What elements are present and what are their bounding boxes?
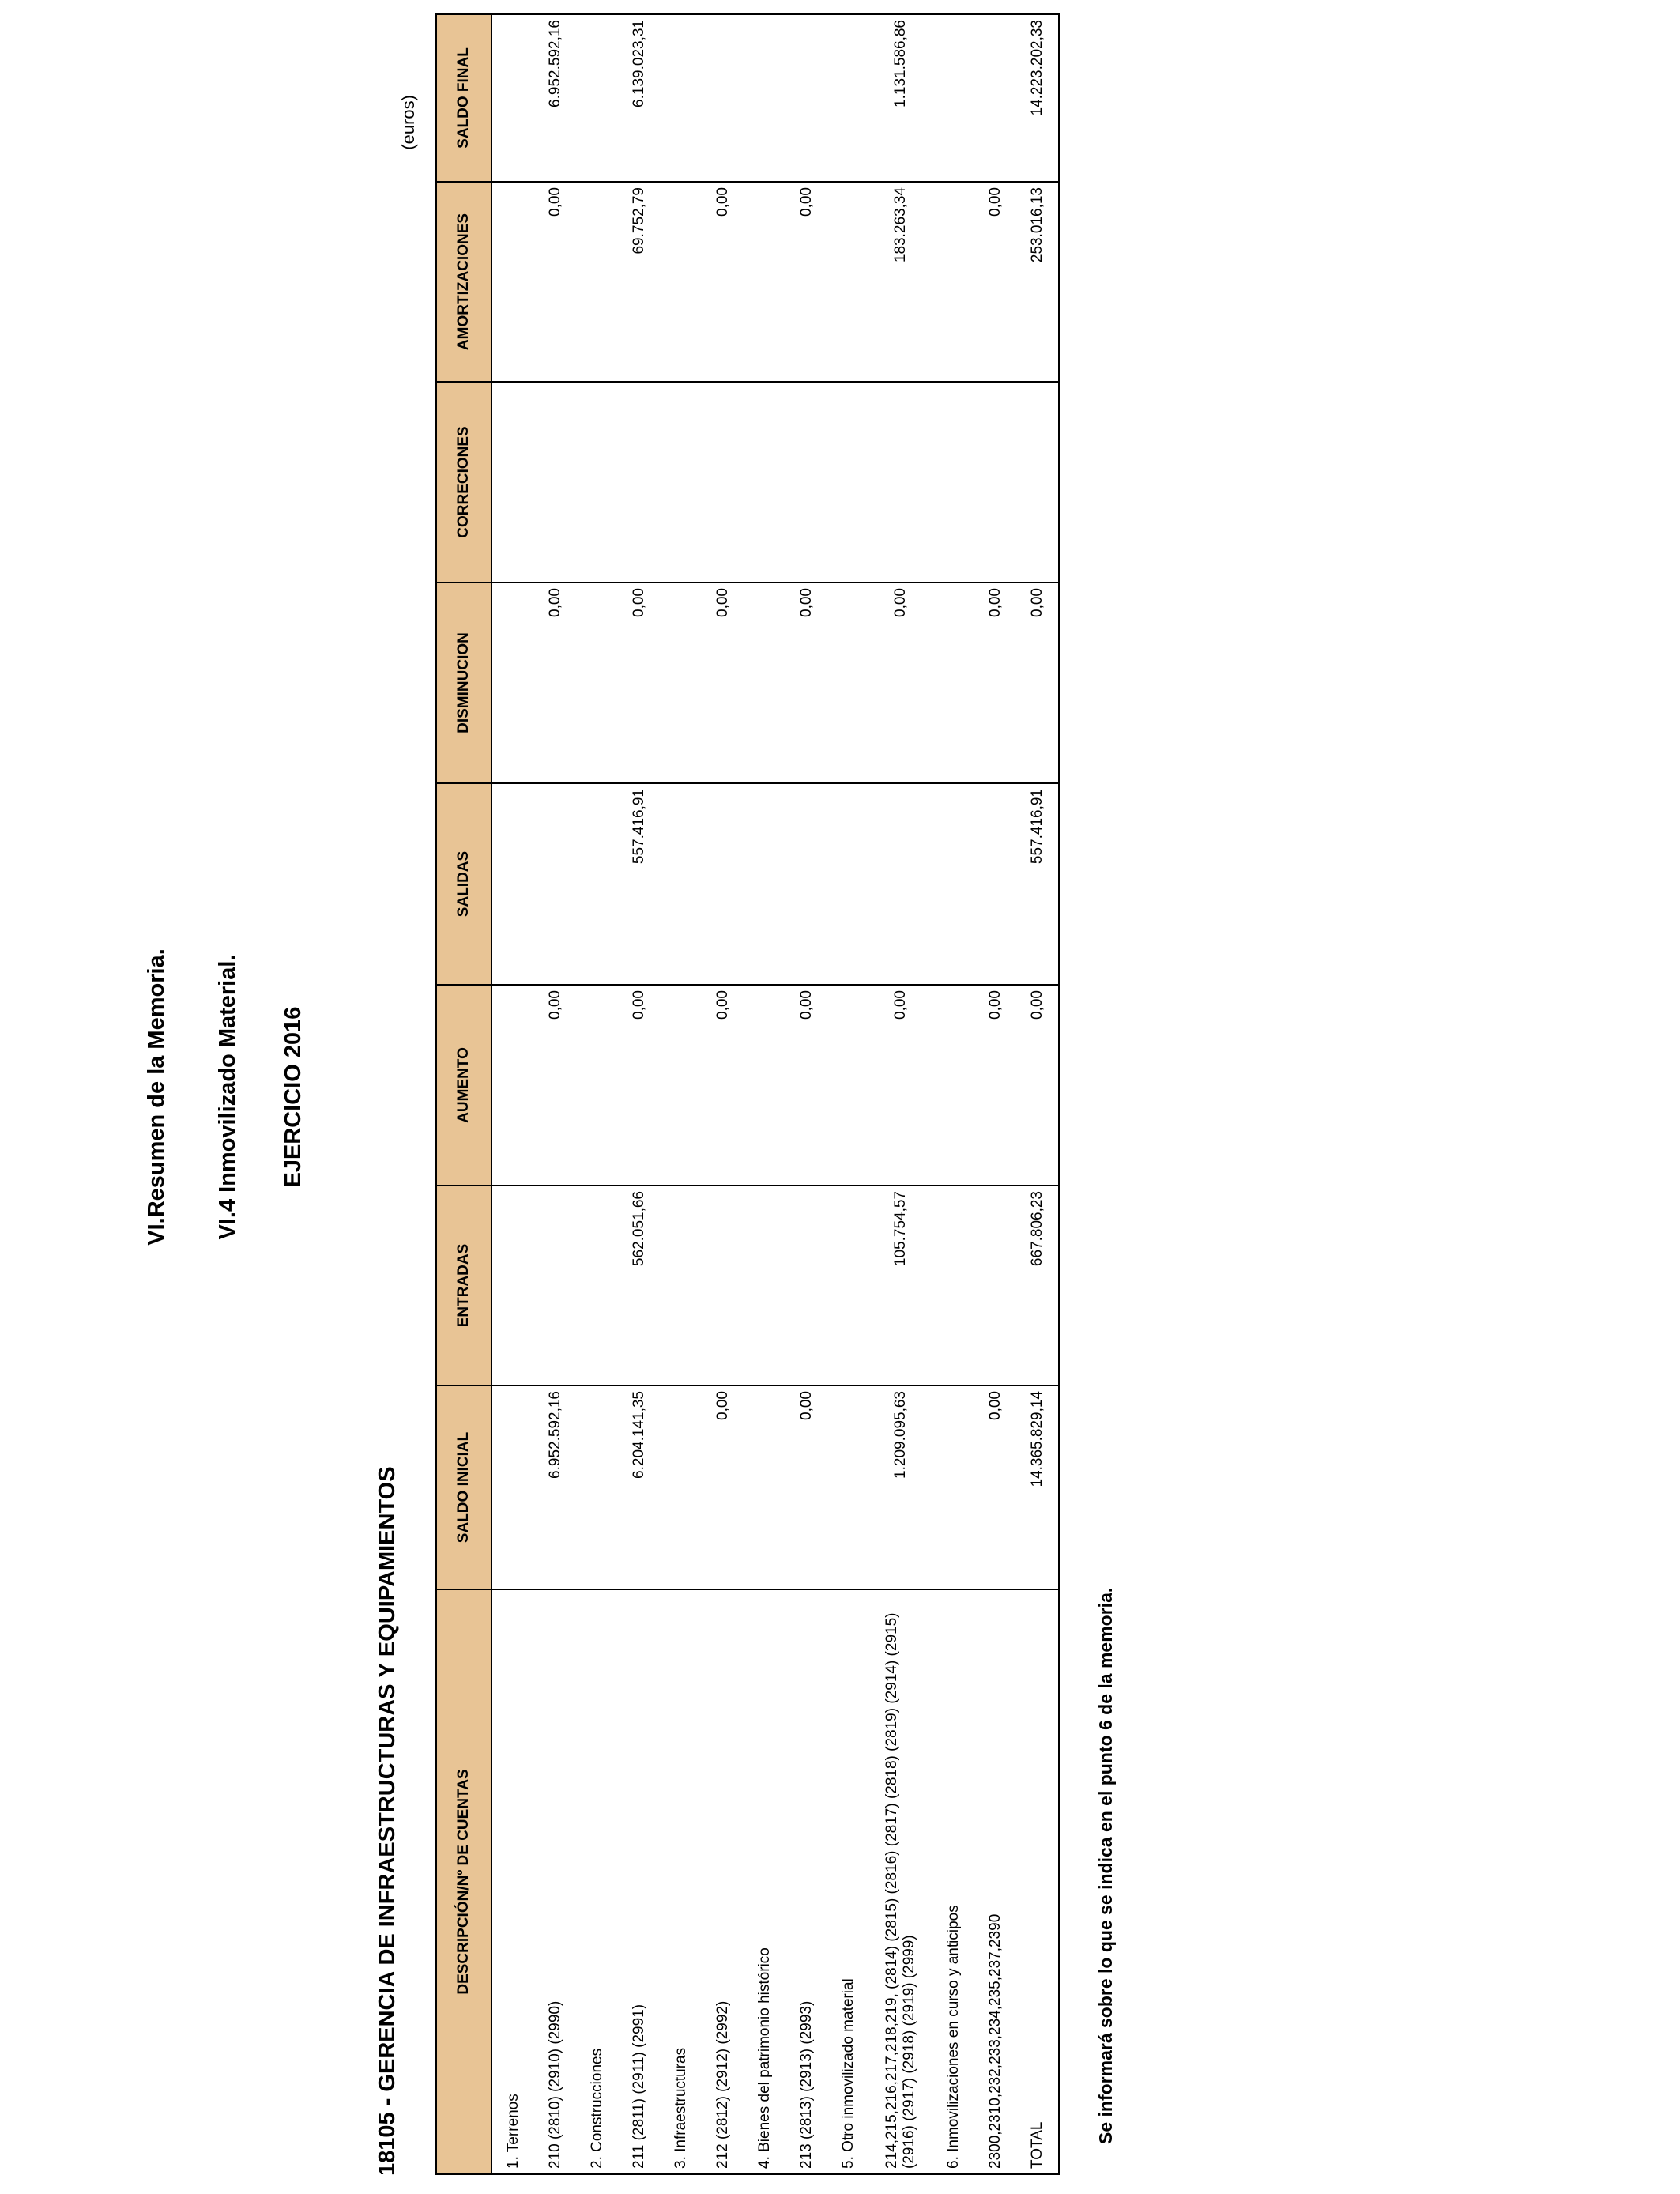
row-value — [576, 382, 618, 582]
table-row — [974, 14, 1016, 2174]
table-row — [869, 14, 932, 2174]
row-value: 0,00 — [702, 985, 744, 1186]
entity-title: 18105 - GERENCIA DE INFRAESTRUCTURAS Y EQUIPAMIENTOS — [375, 1466, 400, 2176]
row-value: 0,00 — [785, 582, 827, 783]
row-value — [576, 783, 618, 985]
row-value — [576, 14, 618, 182]
footnote: Se informará sobre lo que se indica en el punto 6 de la memoria. — [1095, 1587, 1116, 2144]
row-value — [744, 1385, 785, 1589]
row-value — [492, 382, 534, 582]
table-header-row — [436, 14, 492, 2174]
row-value: 14.365.829,14 — [1016, 1385, 1059, 1589]
row-value — [660, 985, 702, 1186]
row-value — [827, 14, 869, 182]
row-value: 0,00 — [785, 182, 827, 382]
column-header: DESCRIPCIÓN/Nº DE CUENTAS — [436, 1589, 492, 2174]
row-value: 0,00 — [785, 985, 827, 1186]
row-value: 0,00 — [974, 582, 1016, 783]
row-description: 2. Construcciones — [576, 1589, 618, 2174]
row-value — [702, 783, 744, 985]
row-value — [702, 382, 744, 582]
row-value: 667.806,23 — [1016, 1186, 1059, 1385]
row-value — [618, 382, 660, 582]
row-value — [744, 182, 785, 382]
report-title: VI.Resumen de la Memoria. — [144, 948, 169, 1246]
table-row — [576, 14, 618, 2174]
row-value — [869, 382, 932, 582]
row-value — [744, 783, 785, 985]
row-value: 0,00 — [618, 582, 660, 783]
row-value: 6.204.141,35 — [618, 1385, 660, 1589]
row-value — [744, 582, 785, 783]
row-value — [660, 182, 702, 382]
row-value — [827, 582, 869, 783]
row-value — [932, 1385, 974, 1589]
row-value — [492, 1186, 534, 1385]
column-header: AMORTIZACIONES — [436, 182, 492, 382]
row-description: 5. Otro inmovilizado material — [827, 1589, 869, 2174]
row-description: 3. Infraestructuras — [660, 1589, 702, 2174]
row-value — [744, 382, 785, 582]
row-value — [974, 1186, 1016, 1385]
table-row — [1016, 14, 1059, 2174]
column-header: CORRECIONES — [436, 382, 492, 582]
row-value — [785, 1186, 827, 1385]
row-value — [576, 1186, 618, 1385]
row-description: 1. Terrenos — [492, 1589, 534, 2174]
row-value — [744, 985, 785, 1186]
row-value — [492, 783, 534, 985]
table-row — [827, 14, 869, 2174]
fixed-assets-table — [435, 13, 1060, 2175]
row-value — [492, 182, 534, 382]
row-value: 0,00 — [618, 985, 660, 1186]
row-description: 6. Inmovilizaciones en curso y anticipos — [932, 1589, 974, 2174]
row-description: 2300,2310,232,233,234,235,237,2390 — [974, 1589, 1016, 2174]
row-value — [974, 14, 1016, 182]
row-value: 0,00 — [869, 985, 932, 1186]
row-description: 210 (2810) (2910) (2990) — [534, 1589, 576, 2174]
row-value: 0,00 — [702, 1385, 744, 1589]
row-value: 253.016,13 — [1016, 182, 1059, 382]
row-value — [932, 582, 974, 783]
column-header: SALDO FINAL — [436, 14, 492, 182]
row-value — [974, 382, 1016, 582]
row-value — [702, 14, 744, 182]
row-value — [1016, 382, 1059, 582]
table-row — [702, 14, 744, 2174]
row-description: TOTAL — [1016, 1589, 1059, 2174]
column-header: SALDO INICIAL — [436, 1385, 492, 1589]
row-value — [827, 182, 869, 382]
table-row — [744, 14, 785, 2174]
row-value — [492, 985, 534, 1186]
row-description: 213 (2813) (2913) (2993) — [785, 1589, 827, 2174]
row-value — [534, 783, 576, 985]
row-value — [576, 582, 618, 783]
row-value: 0,00 — [869, 582, 932, 783]
column-header: DISMINUCION — [436, 582, 492, 783]
row-value — [576, 182, 618, 382]
row-value: 0,00 — [1016, 985, 1059, 1186]
table-row — [492, 14, 534, 2174]
row-value — [744, 1186, 785, 1385]
row-value — [492, 1385, 534, 1589]
row-value — [932, 783, 974, 985]
column-header: AUMENTO — [436, 985, 492, 1186]
row-value: 0,00 — [702, 182, 744, 382]
row-value: 0,00 — [974, 985, 1016, 1186]
row-value: 0,00 — [534, 582, 576, 783]
row-value — [932, 14, 974, 182]
row-value — [785, 783, 827, 985]
row-value: 1.131.586,86 — [869, 14, 932, 182]
row-value: 0,00 — [785, 1385, 827, 1589]
row-value — [534, 1186, 576, 1385]
row-value — [492, 582, 534, 783]
row-value: 105.754,57 — [869, 1186, 932, 1385]
column-header: ENTRADAS — [436, 1186, 492, 1385]
table-row — [932, 14, 974, 2174]
row-value: 14.223.202,33 — [1016, 14, 1059, 182]
row-value — [869, 783, 932, 985]
fiscal-year-title: EJERCICIO 2016 — [281, 1006, 306, 1188]
row-value — [660, 783, 702, 985]
row-value — [932, 182, 974, 382]
row-value: 557.416,91 — [618, 783, 660, 985]
row-value — [660, 14, 702, 182]
section-title: VI.4 Inmovilizado Material. — [215, 954, 240, 1240]
row-value — [785, 382, 827, 582]
table-row — [534, 14, 576, 2174]
row-value: 0,00 — [1016, 582, 1059, 783]
row-value: 0,00 — [702, 582, 744, 783]
table-row — [618, 14, 660, 2174]
row-value — [974, 783, 1016, 985]
row-value — [827, 382, 869, 582]
row-value — [702, 1186, 744, 1385]
row-value — [827, 1186, 869, 1385]
row-value — [660, 1385, 702, 1589]
row-value — [932, 985, 974, 1186]
row-value — [827, 783, 869, 985]
row-description: 211 (2811) (2911) (2991) — [618, 1589, 660, 2174]
row-value: 0,00 — [534, 985, 576, 1186]
row-description: 214,215,216,217,218,219, (2814) (2815) (2816) (2817) (2818) (2819) (2914) (2915) (2916) (2917) (2918) (2919) (2999) — [869, 1589, 932, 2174]
table-row — [785, 14, 827, 2174]
row-value: 562.051,66 — [618, 1186, 660, 1385]
row-value: 69.752,79 — [618, 182, 660, 382]
row-value — [744, 14, 785, 182]
currency-unit-label: (euros) — [398, 95, 418, 150]
table-row — [660, 14, 702, 2174]
row-value — [827, 985, 869, 1186]
row-value — [492, 14, 534, 182]
row-value — [932, 382, 974, 582]
row-description: 212 (2812) (2912) (2992) — [702, 1589, 744, 2174]
row-value: 557.416,91 — [1016, 783, 1059, 985]
row-value: 0,00 — [974, 182, 1016, 382]
row-value: 183.263,34 — [869, 182, 932, 382]
row-value: 0,00 — [974, 1385, 1016, 1589]
row-value: 0,00 — [534, 182, 576, 382]
row-value: 6.139.023,31 — [618, 14, 660, 182]
row-value: 6.952.592,16 — [534, 14, 576, 182]
row-value — [827, 1385, 869, 1589]
row-value — [660, 382, 702, 582]
row-value — [785, 14, 827, 182]
row-value: 1.209.095,63 — [869, 1385, 932, 1589]
row-value: 6.952.592,16 — [534, 1385, 576, 1589]
column-header: SALIDAS — [436, 783, 492, 985]
row-description: 4. Bienes del patrimonio histórico — [744, 1589, 785, 2174]
row-value — [576, 1385, 618, 1589]
row-value — [534, 382, 576, 582]
row-value — [660, 1186, 702, 1385]
row-value — [932, 1186, 974, 1385]
row-value — [576, 985, 618, 1186]
row-value — [660, 582, 702, 783]
